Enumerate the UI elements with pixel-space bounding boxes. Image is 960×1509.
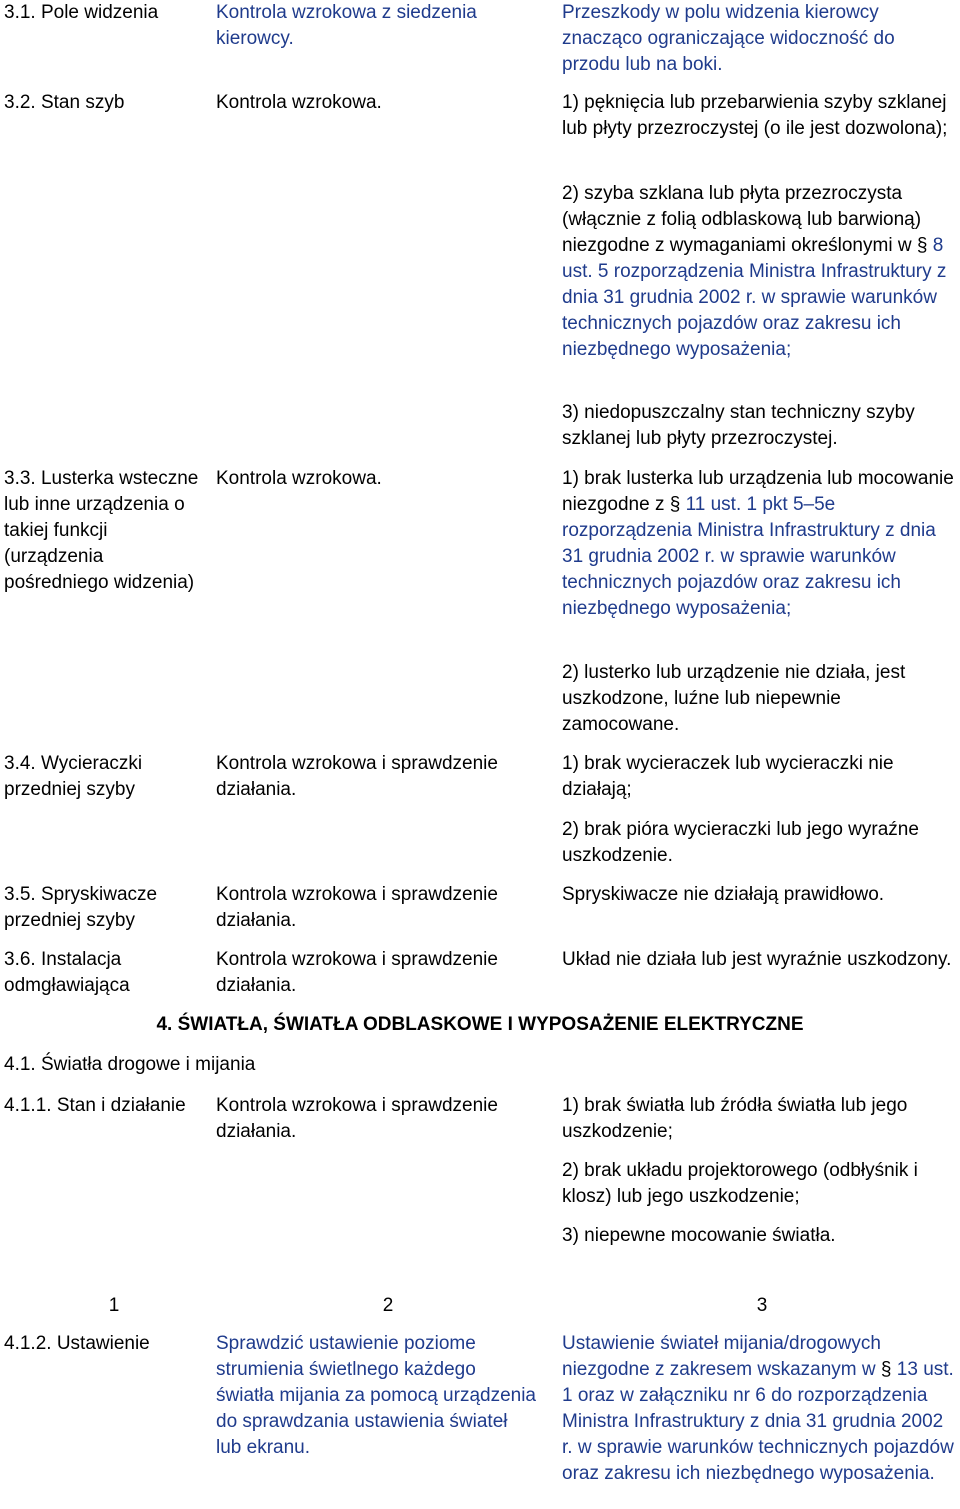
defect-4-1-2: Ustawienie świateł mijania/drogowych niezgodne z zakresem wskazanym w § 13 ust. 1 oraz w załączniku nr 6 do rozporządzenia Ministra Infrastruktury z dnia 31 grudnia 2002 r. w sprawie warunków technicznych pojazdów oraz zakresu ich niezbędnego wyposażenia.	[562, 1333, 954, 1484]
section-4-title: 4. ŚWIATŁA, ŚWIATŁA ODBLASKOWE I WYPOSAŻENIE ELEKTRYCZNE	[156, 1014, 804, 1035]
method-4-1-2: Sprawdzić ustawienie poziome strumienia świetlnego każdego światła mijania za pomocą urządzenia do sprawdzania ustawienia świateł lub ekranu.	[216, 1333, 536, 1458]
section-sign-icon: §	[880, 1359, 892, 1380]
item-number-3-3: 3.3. Lusterka wsteczne lub inne urządzenia o takiej funkcji (urządzenia pośredniego widzenia)	[4, 468, 199, 593]
method-3-3: Kontrola wzrokowa.	[216, 468, 382, 489]
method-3-1: Kontrola wzrokowa z siedzenia kierowcy.	[216, 2, 477, 49]
defect-3-6: Układ nie działa lub jest wyraźnie uszkodzony.	[562, 949, 952, 970]
method-4-1-1: Kontrola wzrokowa i sprawdzenie działania.	[216, 1095, 498, 1142]
item-number-3-2: 3.2. Stan szyb	[4, 92, 125, 113]
defect-4-1-1-1: 1) brak światła lub źródła światła lub jego uszkodzenie;	[562, 1095, 908, 1142]
defect-3-2-3: 3) niedopuszczalny stan techniczny szyby szklanej lub płyty przezroczystej.	[562, 402, 915, 449]
method-3-5: Kontrola wzrokowa i sprawdzenie działania.	[216, 884, 498, 931]
item-number-3-5: 3.5. Spryskiwacze przedniej szyby	[4, 884, 158, 931]
column-header-2: 2	[382, 1295, 394, 1316]
section-sign-icon: §	[916, 235, 928, 256]
defect-4-1-1-2: 2) brak układu projektorowego (odbłyśnik i klosz) lub jego uszkodzenie;	[562, 1160, 918, 1207]
defect-3-1: Przeszkody w polu widzenia kierowcy znacząco ograniczające widoczność do przodu lub na boki.	[562, 2, 895, 75]
item-number-4-1-2: 4.1.2. Ustawienie	[4, 1333, 150, 1354]
column-header-1: 1	[108, 1295, 120, 1316]
method-3-4: Kontrola wzrokowa i sprawdzenie działania.	[216, 753, 498, 800]
defect-3-4-1: 1) brak wycieraczek lub wycieraczki nie działają;	[562, 753, 894, 800]
column-header-3: 3	[756, 1295, 768, 1316]
defect-3-3-2: 2) lusterko lub urządzenie nie działa, jest uszkodzone, luźne lub niepewnie zamocowane.	[562, 662, 906, 735]
defect-4-1-1-3: 3) niepewne mocowanie światła.	[562, 1225, 836, 1246]
defect-3-2-2: 2) szyba szklana lub płyta przezroczysta (włącznie z folią odblaskową lub barwioną) niezgodne z wymaganiami określonymi w § 8 ust. 5 rozporządzenia Ministra Infrastruktury z dnia 31 grudnia 2002 r. w sprawie warunków technicznych pojazdów oraz zakresu ich niezbędnego wyposażenia;	[562, 183, 947, 360]
section-sign-icon: §	[669, 494, 681, 515]
item-number-3-6: 3.6. Instalacja odmgławiająca	[4, 949, 130, 996]
method-3-6: Kontrola wzrokowa i sprawdzenie działania.	[216, 949, 498, 996]
item-number-4-1-1: 4.1.1. Stan i działanie	[4, 1095, 186, 1116]
defect-3-4-2: 2) brak pióra wycieraczki lub jego wyraźne uszkodzenie.	[562, 819, 919, 866]
defect-3-2-1: 1) pęknięcia lub przebarwienia szyby szklanej lub płyty przezroczystej (o ile jest dozwolona);	[562, 92, 948, 139]
item-number-3-4: 3.4. Wycieraczki przedniej szyby	[4, 753, 143, 800]
method-3-2: Kontrola wzrokowa.	[216, 92, 382, 113]
item-number-3-1: 3.1. Pole widzenia	[4, 2, 159, 23]
defect-3-5: Spryskiwacze nie działają prawidłowo.	[562, 884, 885, 905]
defect-3-3-1: 1) brak lusterka lub urządzenia lub mocowanie niezgodne z § 11 ust. 1 pkt 5–5e rozporządzenia Ministra Infrastruktury z dnia 31 grudnia 2002 r. w sprawie warunków technicznych pojazdów oraz zakresu ich niezbędnego wyposażenia;	[562, 468, 954, 619]
subsection-4-1-title: 4.1. Światła drogowe i mijania	[4, 1054, 256, 1075]
